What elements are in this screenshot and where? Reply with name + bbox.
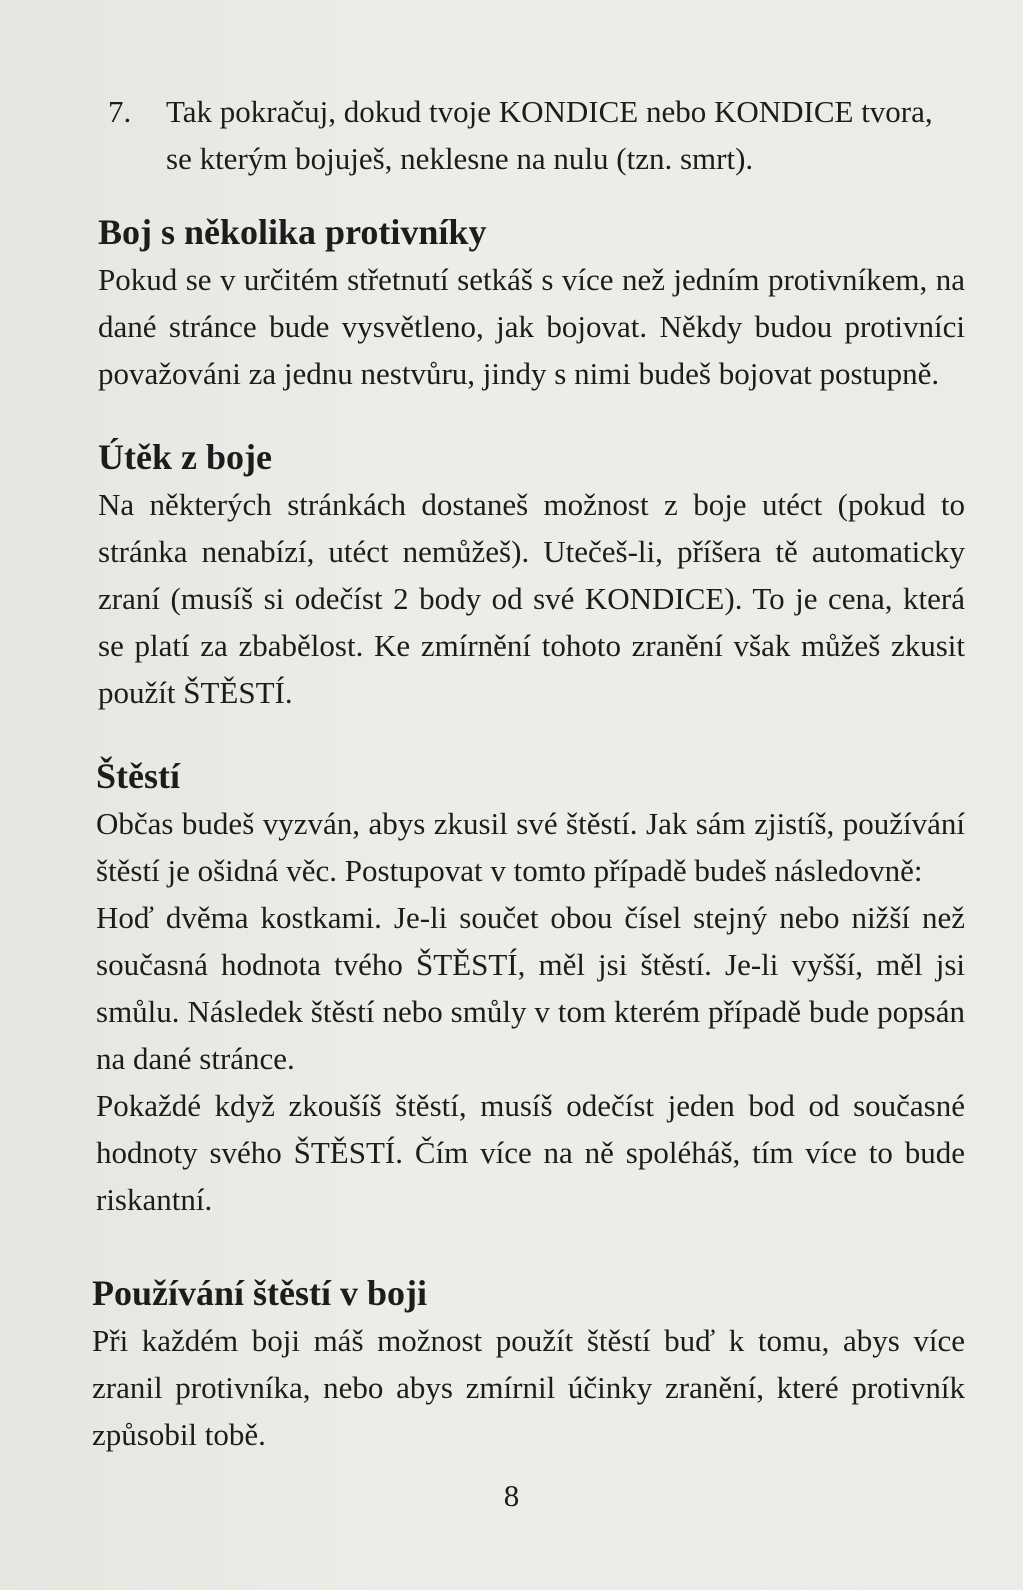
- section-paragraph: Hoď dvěma kostkami. Je-li součet obou čísel stejný nebo nižší než současná hodnota tvého ŠTĚSTÍ, měl jsi štěstí. Je-li vyšší, měl jsi smůlu. Následek štěstí nebo smůly v tom kterém případě bude popsán na dané stránce.: [96, 900, 965, 1076]
- list-text: Tak pokračuj, dokud tvoje KONDICE nebo KONDICE tvora, se kterým bojuješ, neklesne na nulu (tzn. smrt).: [166, 94, 933, 176]
- section-paragraph: Na některých stránkách dostaneš možnost z boje utéct (pokud to stránka nenabízí, utéct nemůžeš). Utečeš-li, příšera tě automaticky zraní (musíš si odečíst 2 body od své KONDICE). To je cena, která se platí za zbabělost. Ke zmírnění tohoto zranění však můžeš zkusit použít ŠTĚSTÍ.: [98, 487, 965, 710]
- section-paragraph: Pokud se v určitém střetnutí setkáš s více než jedním protivníkem, na dané stránce bude vysvětleno, jak bojovat. Někdy budou protivníci považováni za jednu nestvůru, jindy s nimi budeš bojovat postupně.: [98, 262, 965, 391]
- page-number: 8: [503, 1478, 520, 1513]
- list-item-7: [108, 88, 965, 182]
- section-paragraph: Při každém boji máš možnost použít štěstí buď k tomu, abys více zranil protivníka, nebo abys zmírnil účinky zranění, které protivník způsobil tobě.: [92, 1323, 965, 1452]
- section-heading: Útěk z boje: [98, 437, 272, 477]
- section-paragraph: Pokaždé když zkoušíš štěstí, musíš odečíst jeden bod od současné hodnoty svého ŠTĚSTÍ. Čím více na ně spoléháš, tím více to bude riskantní.: [96, 1088, 965, 1217]
- section-multiple-opponents: [98, 208, 965, 397]
- list-number: 7.: [108, 94, 132, 129]
- section-heading: Boj s několika protivníky: [98, 212, 487, 252]
- section-heading: Štěstí: [96, 756, 180, 796]
- section-luck: [96, 752, 965, 1223]
- section-luck-in-combat: [92, 1269, 965, 1458]
- section-heading: Používání štěstí v boji: [92, 1273, 428, 1313]
- section-paragraph: Občas budeš vyzván, abys zkusil své štěstí. Jak sám zjistíš, používání štěstí je ošidná věc. Postupovat v tomto případě budeš následovně:: [96, 806, 965, 888]
- section-escape: [98, 433, 965, 716]
